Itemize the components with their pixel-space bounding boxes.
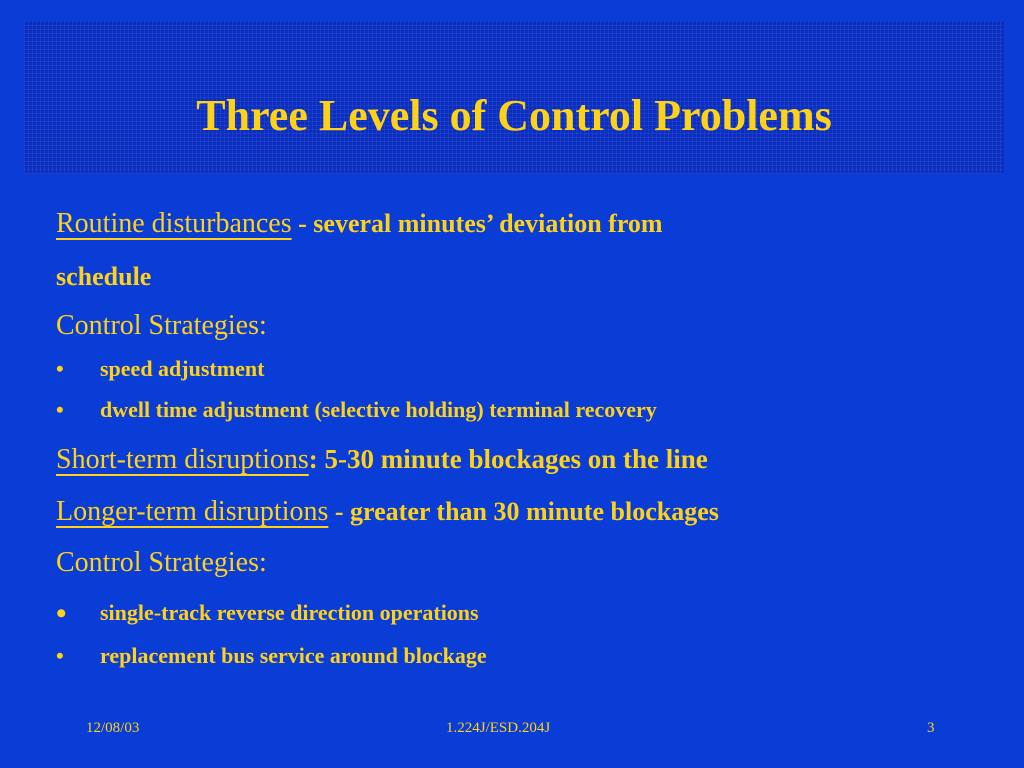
control-strategies-heading-1: Control Strategies: <box>56 310 267 341</box>
footer-page-number: 3 <box>927 720 935 736</box>
footer-date: 12/08/03 <box>86 720 140 736</box>
bullet-text: speed adjustment <box>100 356 265 381</box>
routine-disturbances-term: Routine disturbances <box>56 208 292 239</box>
bullet-glyph: • <box>56 397 64 422</box>
bullet-text: replacement bus service around blockage <box>100 643 487 668</box>
short-term-disruptions-description: : 5-30 minute blockages on the line <box>308 444 708 474</box>
strategy-bullet-replacement-bus <box>56 643 487 669</box>
routine-disturbances-line <box>56 208 663 240</box>
strategy-bullet-speed-adjustment <box>56 356 264 382</box>
strategy-bullet-dwell-time <box>56 397 657 423</box>
bullet-text: single-track reverse direction operations <box>100 600 479 625</box>
short-term-disruptions-term: Short-term disruptions <box>56 444 309 475</box>
longer-term-disruptions-term: Longer-term disruptions <box>56 496 329 527</box>
routine-disturbances-description-cont: schedule <box>56 262 152 291</box>
bullet-glyph: • <box>56 643 64 668</box>
short-term-disruptions-line <box>56 444 708 476</box>
strategy-bullet-single-track <box>56 597 479 631</box>
bullet-glyph: • <box>56 356 64 381</box>
longer-term-disruptions-description: - greater than 30 minute blockages <box>328 497 719 526</box>
footer-course: 1.224J/ESD.204J <box>446 720 551 736</box>
longer-term-disruptions-line <box>56 496 719 528</box>
bullet-glyph: • <box>56 597 67 630</box>
bullet-text: dwell time adjustment (selective holding) terminal recovery <box>100 397 657 422</box>
routine-disturbances-description: - several minutes’ deviation from <box>291 209 663 238</box>
title-box <box>24 22 1004 174</box>
control-strategies-heading-2: Control Strategies: <box>56 547 267 578</box>
slide-title: Three Levels of Control Problems <box>196 91 832 140</box>
